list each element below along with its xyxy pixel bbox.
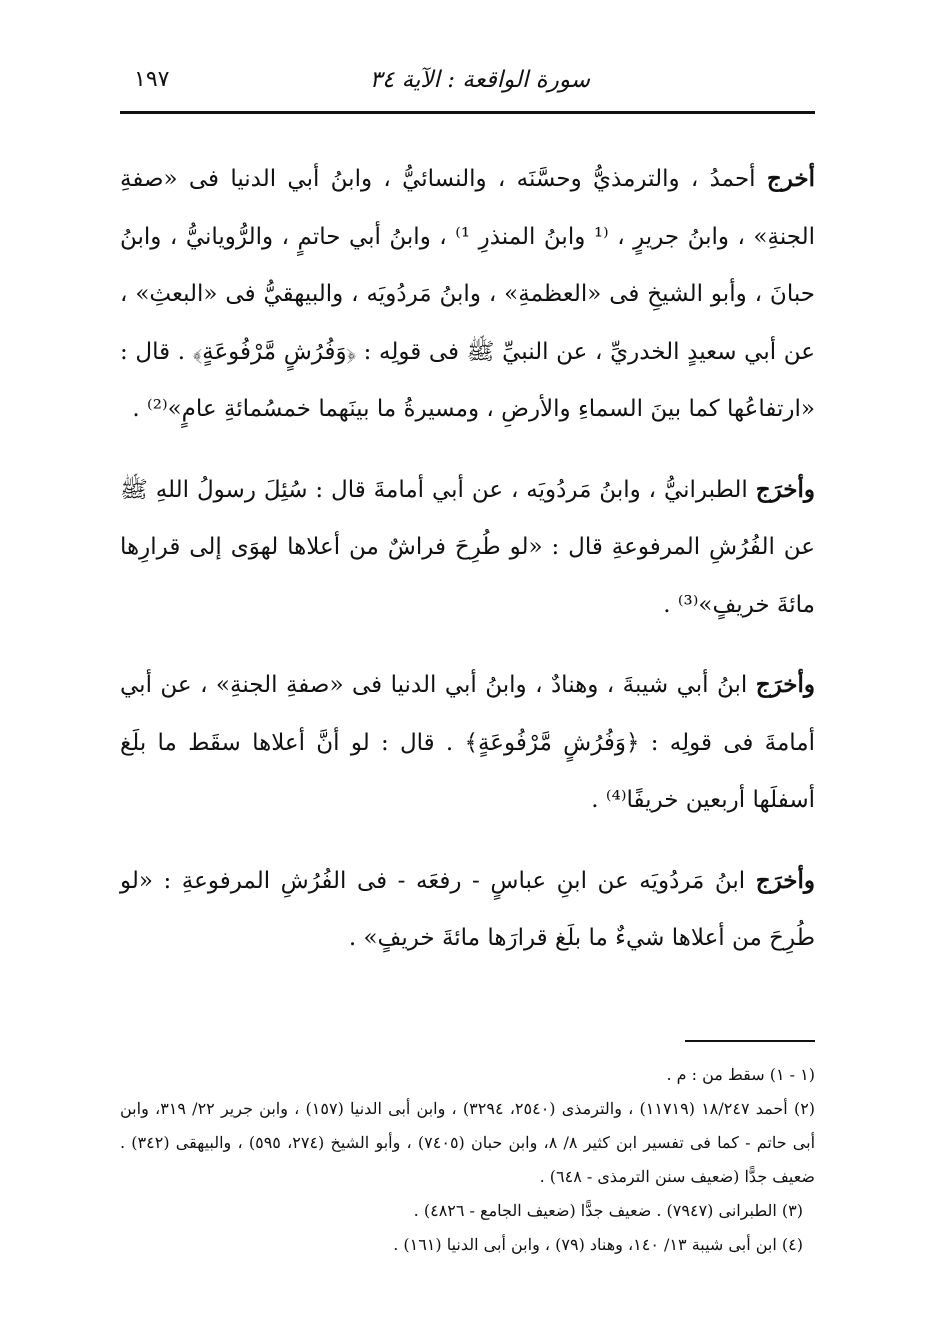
footnote: (٢) أحمد ١٨/٢٤٧ (١١٧١٩) ، والترمذى (٢٥٤٠، ٣٢٩٤) ، وابن أبى الدنيا (١٥٧) ، وابن جرير ٢٢/ ٣١٩، وابن أبى حاتم - كما فى تفسير ابن كثير ٨/ ٨، وابن حبان (٧٤٠٥) ، وأبو الشيخ (٢٧٤، ٥٩٥) ، والبيهقى (٣٤٢) . ضعيف جدًّا (ضعيف سنن الترمذى - ٦٤٨) . <box>120 1098 816 1186</box>
footnote-divider <box>685 1040 815 1042</box>
paragraph-lead-word: وأخرَج <box>755 671 815 698</box>
paragraph <box>120 656 815 830</box>
running-header <box>120 55 815 114</box>
paragraph <box>120 150 815 439</box>
paragraph-text: أحمدُ ، والترمذيُّ وحسَّنَه ، والنسائيُّ ، وابنُ أبي الدنيا فى «صفةِ الجنةِ» ، وابنُ جريرٍ ، ⁽¹ وابنُ المنذرِ ¹⁾ ، وابنُ أبي حاتمٍ ، والرُّويانيُّ ، وابنُ حبانَ ، وأبو الشيخِ فى «العظمةِ» ، وابنُ مَردُويَه ، والبيهقيُّ فى «البعثِ» ، عن أبي سعيدٍ الخدريِّ ، عن النبيِّ ﷺ فى قولِه : ﴿وَفُرُشٍ مَّرْفُوعَةٍ﴾ . قال : «ارتفاعُها كما بينَ السماءِ والأرضِ ، ومسيرةُ ما بينَهما خمسُمائةِ عامٍ»⁽²⁾ . <box>120 166 816 422</box>
footnote: (٤) ابن أبى شيبة ١٣/ ١٤٠، وهناد (٧٩) ، وابن أبى الدنيا (١٦١) . <box>393 1234 803 1254</box>
footnote: (١ - ١) سقط من : م . <box>666 1064 815 1084</box>
footnotes <box>120 1058 815 1262</box>
page-number: ١٩٧ <box>134 67 170 92</box>
paragraph <box>120 852 815 968</box>
paragraph-text: ابنُ مَردُويَه عن ابنِ عباسٍ - رفعَه - فى الفُرُشِ المرفوعةِ : «لو طُرِحَ من أعلاها شيءٌ ما بلَغ قرارَها مائةَ خريفٍ» . <box>120 867 815 951</box>
paragraph-lead-word: وأخرَج <box>755 866 815 894</box>
running-title: سورة الواقعة : الآية ٣٤ <box>369 67 590 93</box>
paragraph-text: الطبرانيُّ ، وابنُ مَردُويَه ، عن أبي أمامةَ قال : سُئِلَ رسولُ اللهِ ﷺ عن الفُرُشِ المرفوعةِ قال : «لو طُرِحَ فراشٌ من أعلاها لهوَى إلى قرارِها مائةَ خريفٍ»⁽³⁾ . <box>120 476 815 618</box>
paragraph-lead-word: أخرج <box>766 165 815 192</box>
paragraph-text: ابنُ أبي شيبةَ ، وهنادٌ ، وابنُ أبي الدنيا فى «صفةِ الجنةِ» ، عن أبي أمامةَ فى قولِه : ﴿وَفُرُشٍ مَّرْفُوعَةٍ﴾ . قال : لو أنَّ أعلاها سقَط ما بلَغ أسفلَها أربعين خريفًا⁽⁴⁾ . <box>120 672 815 813</box>
paragraph <box>120 461 815 635</box>
book-page <box>120 55 815 1285</box>
footnote: (٣) الطبرانى (٧٩٤٧) . ضعيف جدًّا (ضعيف الجامع - ٤٨٢٦) . <box>413 1200 803 1220</box>
main-text <box>120 150 815 968</box>
paragraph-lead-word: وأخرَج <box>755 475 815 503</box>
